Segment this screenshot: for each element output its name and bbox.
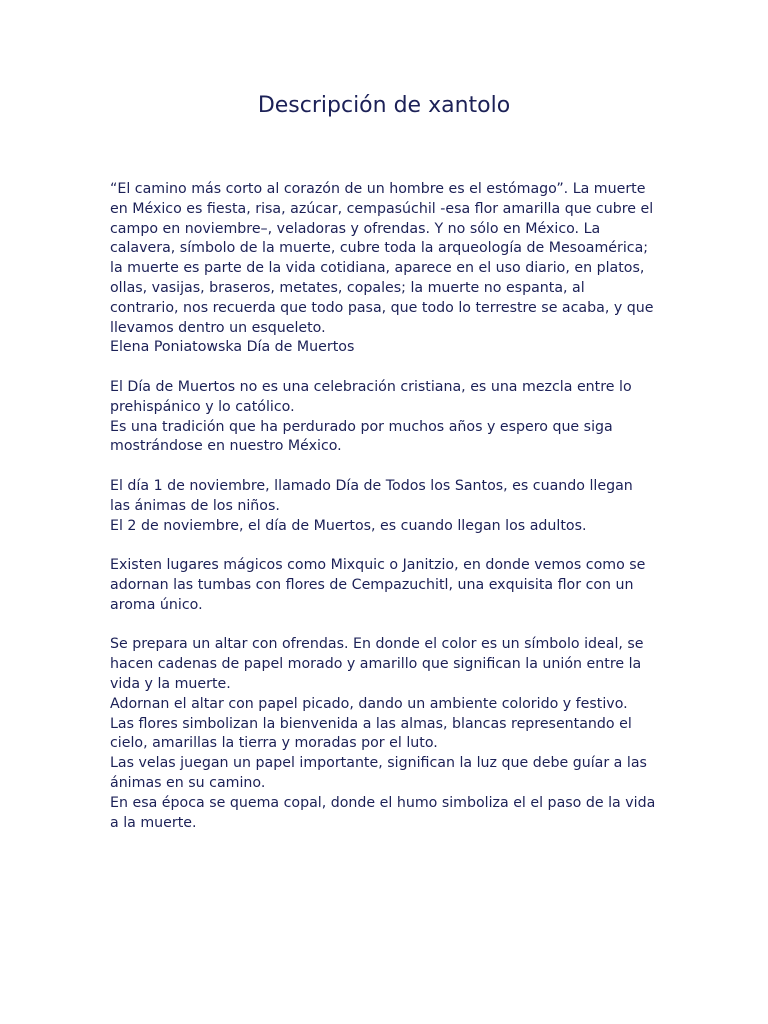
text-line: El 2 de noviembre, el día de Muertos, es cuando llegan los adultos. <box>110 517 587 534</box>
text-line: El día 1 de noviembre, llamado Día de Todos los Santos, es cuando llegan <box>110 477 633 494</box>
text-line: Las flores simbolizan la bienvenida a las almas, blancas representando el <box>110 715 632 732</box>
paragraph-gap <box>110 358 670 378</box>
text-line: Adornan el altar con papel picado, dando un ambiente colorido y festivo. <box>110 695 628 712</box>
text-line: “El camino más corto al corazón de un hombre es el estómago”. La muerte <box>110 181 646 197</box>
text-line: cielo, amarillas la tierra y moradas por el luto. <box>110 735 438 752</box>
text-line: ollas, vasijas, braseros, metates, copales; la muerte no espanta, al <box>110 279 585 296</box>
paragraph-gap <box>110 457 670 477</box>
paragraph-gap <box>110 536 670 556</box>
paragraph <box>110 180 670 358</box>
text-line: calavera, símbolo de la muerte, cubre toda la arqueología de Mesoamérica; <box>110 240 649 257</box>
text-line: adornan las tumbas con flores de Cempazuchitl, una exquisita flor con un <box>110 576 634 593</box>
text-line: Es una tradición que ha perdurado por muchos años y espero que siga <box>110 418 613 435</box>
text-line: las ánimas de los niños. <box>110 497 280 514</box>
text-line: a la muerte. <box>110 814 197 831</box>
text-line: contrario, nos recuerda que todo pasa, que todo lo terrestre se acaba, y que <box>110 299 654 316</box>
text-line: Existen lugares mágicos como Mixquic o Janitzio, en donde vemos como se <box>110 557 646 574</box>
document-body <box>110 180 670 833</box>
paragraph-gap <box>110 616 670 636</box>
text-line: campo en noviembre–, veladoras y ofrendas. Y no sólo en México. La <box>110 220 601 237</box>
paragraph <box>110 556 670 615</box>
paragraph <box>110 378 670 457</box>
text-line: En esa época se quema copal, donde el humo simboliza el el paso de la vida <box>110 794 656 811</box>
text-line: vida y la muerte. <box>110 675 231 692</box>
text-line: prehispánico y lo católico. <box>110 398 295 415</box>
text-line: aroma único. <box>110 596 203 613</box>
paragraph <box>110 477 670 536</box>
text-line: la muerte es parte de la vida cotidiana, aparece en el uso diario, en platos, <box>110 260 645 277</box>
text-line: llevamos dentro un esqueleto. <box>110 319 326 336</box>
text-line: Elena Poniatowska Día de Muertos <box>110 339 355 356</box>
text-line: mostrándose en nuestro México. <box>110 438 342 455</box>
text-line: hacen cadenas de papel morado y amarillo que significan la unión entre la <box>110 656 642 673</box>
text-line: El Día de Muertos no es una celebración cristiana, es una mezcla entre lo <box>110 378 632 395</box>
text-line: Las velas juegan un papel importante, significan la luz que debe guíar a las <box>110 755 647 772</box>
text-line: en México es fiesta, risa, azúcar, cempasúchil -esa flor amarilla que cubre el <box>110 200 654 217</box>
document-title: Descripción de xantolo <box>257 93 511 118</box>
text-line: Se prepara un altar con ofrendas. En donde el color es un símbolo ideal, se <box>110 636 644 653</box>
paragraph <box>110 635 670 833</box>
text-line: ánimas en su camino. <box>110 774 266 791</box>
